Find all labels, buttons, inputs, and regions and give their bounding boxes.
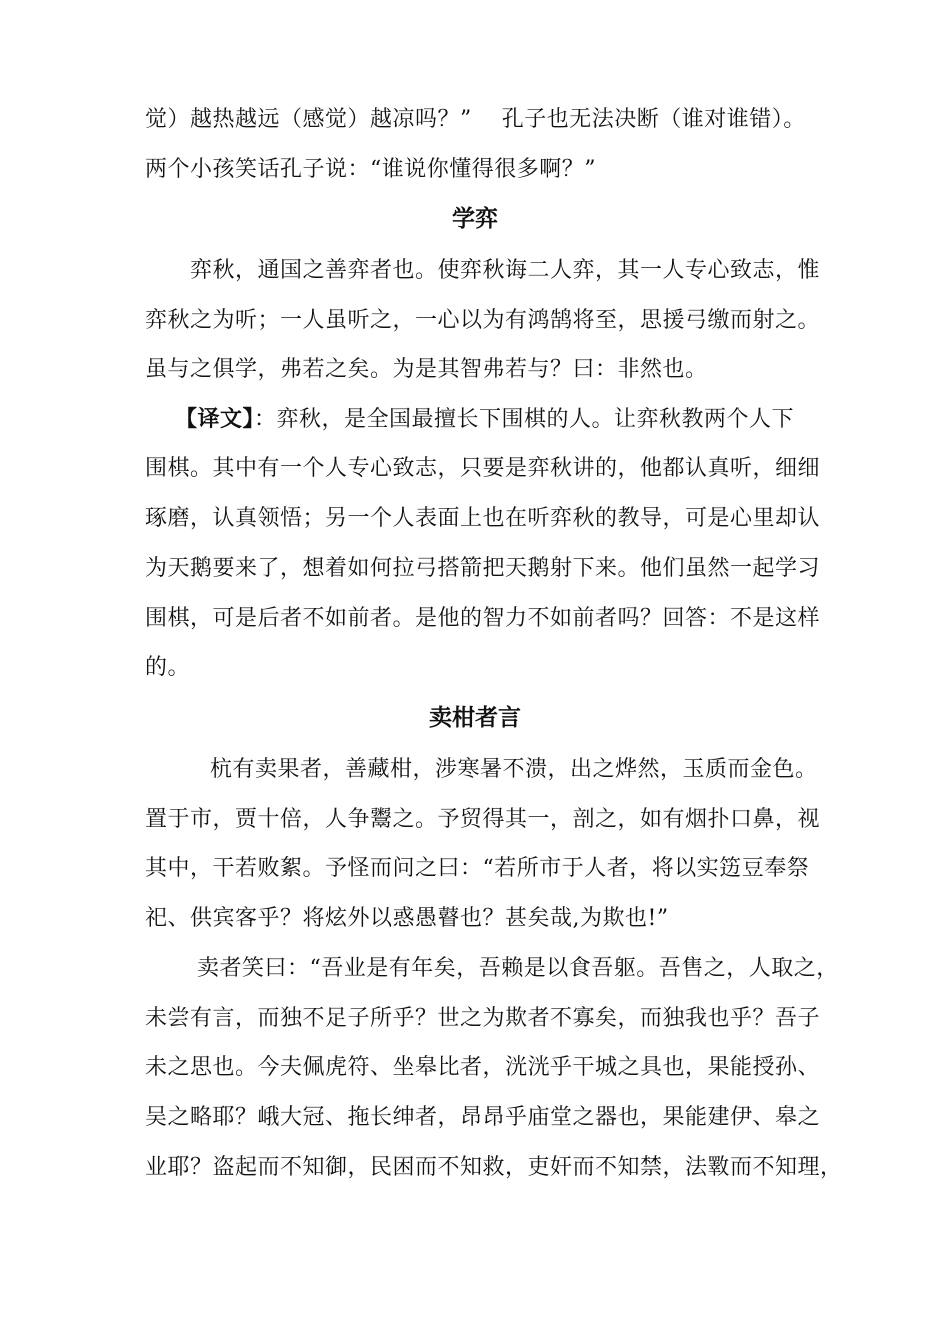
para1-line-4: 祀、供宾客乎？将炫外以惑愚瞽也？甚矣哉,为欺也!” bbox=[145, 906, 669, 931]
para1-line-2: 置于市，贾十倍，人争鬻之。予贸得其一，剖之，如有烟扑口鼻，视 bbox=[145, 807, 821, 832]
continuation-line-1: 觉）越热越远（感觉）越凉吗？” 孔子也无法决断（谁对谁错）。 bbox=[145, 107, 806, 132]
para2-line-5: 业耶？盗起而不知御，民困而不知救，吏奸而不知禁，法斁而不知理， bbox=[145, 1155, 843, 1180]
para1-line-3: 其中，干若败絮。予怪而问之曰：“若所市于人者，将以实笾豆奉祭 bbox=[145, 856, 810, 881]
translation-line-4: 为天鹅要来了，想着如何拉弓搭箭把天鹅射下来。他们虽然一起学习 bbox=[145, 556, 821, 581]
section-title-maiganzheyan: 卖柑者言 bbox=[429, 705, 521, 731]
original-line-1: 弈秋，通国之善弈者也。使弈秋诲二人弈，其一人专心致志，惟 bbox=[190, 258, 821, 283]
translation-line-1 bbox=[175, 404, 855, 435]
para2-line-4: 吴之略耶？峨大冠、拖长绅者，昂昂乎庙堂之器也，果能建伊、皋之 bbox=[145, 1105, 821, 1130]
translation-line-6: 的。 bbox=[145, 655, 191, 680]
section-title-xueyi: 学弈 bbox=[452, 206, 498, 232]
para1-line-1: 杭有卖果者，善藏柑，涉寒暑不溃，出之烨然，玉质而金色。 bbox=[210, 757, 818, 782]
para2-line-2: 未尝有言，而独不足子所乎？世之为欺者不寡矣，而独我也乎？吾子 bbox=[145, 1006, 821, 1031]
translation-first-text: ：弈秋，是全国最擅长下围棋的人。让弈秋教两个人下 bbox=[254, 407, 795, 432]
para2-line-3: 未之思也。今夫佩虎符、坐皋比者，洸洸乎干城之具也，果能授孙、 bbox=[145, 1055, 821, 1080]
para2-line-1: 卖者笑曰：“吾业是有年矣，吾赖是以食吾躯。吾售之，人取之， bbox=[197, 956, 839, 981]
original-line-2: 弈秋之为听；一人虽听之，一心以为有鸿鹄将至，思援弓缴而射之。 bbox=[145, 308, 821, 333]
translation-line-3: 琢磨，认真领悟；另一个人表面上也在听弈秋的教导，可是心里却认 bbox=[145, 506, 821, 531]
translation-label: 【译文】 bbox=[175, 406, 255, 432]
continuation-line-2: 两个小孩笑话孔子说：“谁说你懂得很多啊？” bbox=[145, 157, 596, 182]
translation-line-5: 围棋，可是后者不如前者。是他的智力不如前者吗？回答：不是这样 bbox=[145, 606, 821, 631]
translation-line-2: 围棋。其中有一个人专心致志，只要是弈秋讲的，他都认真听，细细 bbox=[145, 456, 821, 481]
original-line-3: 虽与之俱学，弗若之矣。为是其智弗若与？曰：非然也。 bbox=[145, 357, 708, 382]
